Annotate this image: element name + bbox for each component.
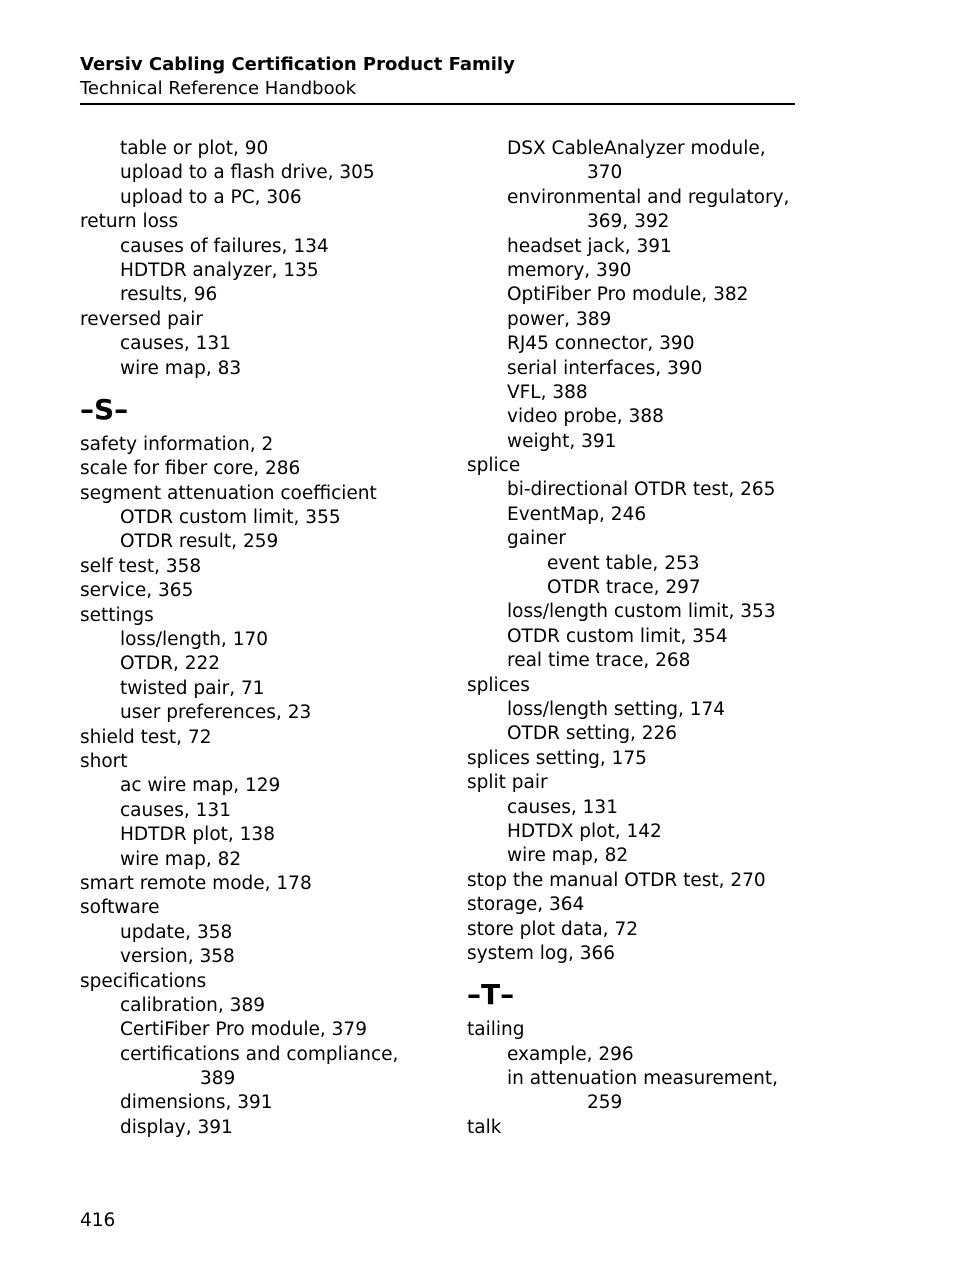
index-subentry: loss/length, 170	[120, 629, 269, 651]
index-subentry: in attenuation measurement,	[507, 1068, 779, 1090]
index-entry: service, 365	[80, 580, 194, 602]
index-subentry: OTDR result, 259	[120, 531, 279, 553]
index-entry: settings	[80, 604, 154, 626]
index-subentry: twisted pair, 71	[120, 677, 265, 699]
index-subentry: causes, 131	[120, 799, 231, 821]
index-subentry: 369, 392	[587, 211, 670, 233]
index-subentry: power, 389	[507, 308, 612, 330]
index-subentry: OTDR custom limit, 354	[507, 625, 728, 647]
index-subentry: real time trace, 268	[507, 650, 691, 672]
index-entry: talk	[467, 1116, 502, 1138]
index-subentry: OptiFiber Pro module, 382	[507, 284, 749, 306]
index-subentry: OTDR custom limit, 355	[120, 507, 341, 529]
index-entry: segment attenuation coefficient	[80, 482, 377, 504]
document-title: Versiv Cabling Certification Product Family	[80, 54, 515, 75]
index-subentry: event table, 253	[547, 552, 700, 574]
index-entry: safety information, 2	[80, 433, 274, 455]
index-subentry: loss/length setting, 174	[507, 698, 726, 720]
index-subentry: table or plot, 90	[120, 138, 269, 159]
index-subentry: bi-directional OTDR test, 265	[507, 479, 776, 501]
index-subentry: OTDR, 222	[120, 653, 221, 675]
index-subentry: 370	[587, 162, 623, 184]
index-subentry: upload to a PC, 306	[120, 186, 302, 208]
index-subentry: display, 391	[120, 1116, 233, 1138]
index-subentry: 259	[587, 1092, 623, 1114]
index-column-left	[80, 137, 440, 1140]
page-header	[80, 53, 795, 101]
index-entry: shield test, 72	[80, 726, 212, 748]
index-subentry: headset jack, 391	[507, 235, 672, 257]
index-subentry: OTDR setting, 226	[507, 723, 678, 745]
index-subentry: environmental and regulatory,	[507, 186, 790, 208]
index-entry: splices setting, 175	[467, 747, 647, 769]
index-subentry: CertiFiber Pro module, 379	[120, 1019, 367, 1041]
index-subentry: VFL, 388	[507, 381, 588, 403]
index-entry: splices	[467, 674, 530, 696]
index-entry: reversed pair	[80, 308, 203, 330]
index-subentry: 389	[200, 1068, 236, 1090]
index-entry: store plot data, 72	[467, 918, 638, 940]
index-entry: splice	[467, 455, 521, 477]
index-subentry: causes of failures, 134	[120, 235, 329, 257]
index-subentry: causes, 131	[120, 333, 231, 355]
page-number: 416	[80, 1210, 116, 1231]
index-subentry: wire map, 82	[120, 848, 242, 870]
index-subentry: video probe, 388	[507, 406, 664, 428]
index-entry: split pair	[467, 772, 548, 794]
index-subentry: wire map, 82	[507, 845, 629, 867]
index-column-right	[467, 137, 827, 1140]
index-entry: tailing	[467, 1019, 525, 1041]
index-entry: stop the manual OTDR test, 270	[467, 869, 766, 891]
index-entry: short	[80, 750, 128, 772]
index-subentry: weight, 391	[507, 430, 617, 452]
index-subentry: update, 358	[120, 921, 233, 943]
index-subentry: gainer	[507, 528, 566, 550]
index-subentry: certifications and compliance,	[120, 1043, 399, 1065]
index-subentry: EventMap, 246	[507, 503, 647, 525]
index-subentry: results, 96	[120, 284, 218, 306]
index-subentry: ac wire map, 129	[120, 775, 281, 797]
index-entry: smart remote mode, 178	[80, 872, 312, 894]
index-subentry: wire map, 83	[120, 357, 242, 379]
index-subentry: upload to a flash drive, 305	[120, 162, 375, 184]
index-entry: self test, 358	[80, 555, 202, 577]
index-subentry: user preferences, 23	[120, 702, 312, 724]
index-subentry: memory, 390	[507, 259, 632, 281]
index-entry: return loss	[80, 211, 179, 233]
index-entry: scale for fiber core, 286	[80, 458, 301, 480]
index-entry: software	[80, 897, 160, 919]
index-subentry: HDTDX plot, 142	[507, 820, 662, 842]
index-subentry: example, 296	[507, 1043, 634, 1065]
index-subentry: loss/length custom limit, 353	[507, 601, 776, 623]
index-entry: system log, 366	[467, 942, 616, 964]
document-subtitle: Technical Reference Handbook	[80, 78, 357, 99]
index-entry: storage, 364	[467, 894, 585, 916]
header-rule	[80, 103, 795, 105]
index-subentry: dimensions, 391	[120, 1092, 273, 1114]
section-heading: –S–	[80, 392, 129, 426]
index-subentry: calibration, 389	[120, 994, 265, 1016]
index-subentry: DSX CableAnalyzer module,	[507, 138, 766, 159]
index-subentry: causes, 131	[507, 796, 618, 818]
index-subentry: OTDR trace, 297	[547, 577, 701, 599]
section-heading: –T–	[467, 978, 515, 1012]
index-subentry: serial interfaces, 390	[507, 357, 703, 379]
index-subentry: HDTDR plot, 138	[120, 824, 275, 846]
index-subentry: RJ45 connector, 390	[507, 333, 695, 355]
index-subentry: version, 358	[120, 946, 235, 968]
index-subentry: HDTDR analyzer, 135	[120, 259, 319, 281]
index-entry: specifications	[80, 970, 207, 992]
